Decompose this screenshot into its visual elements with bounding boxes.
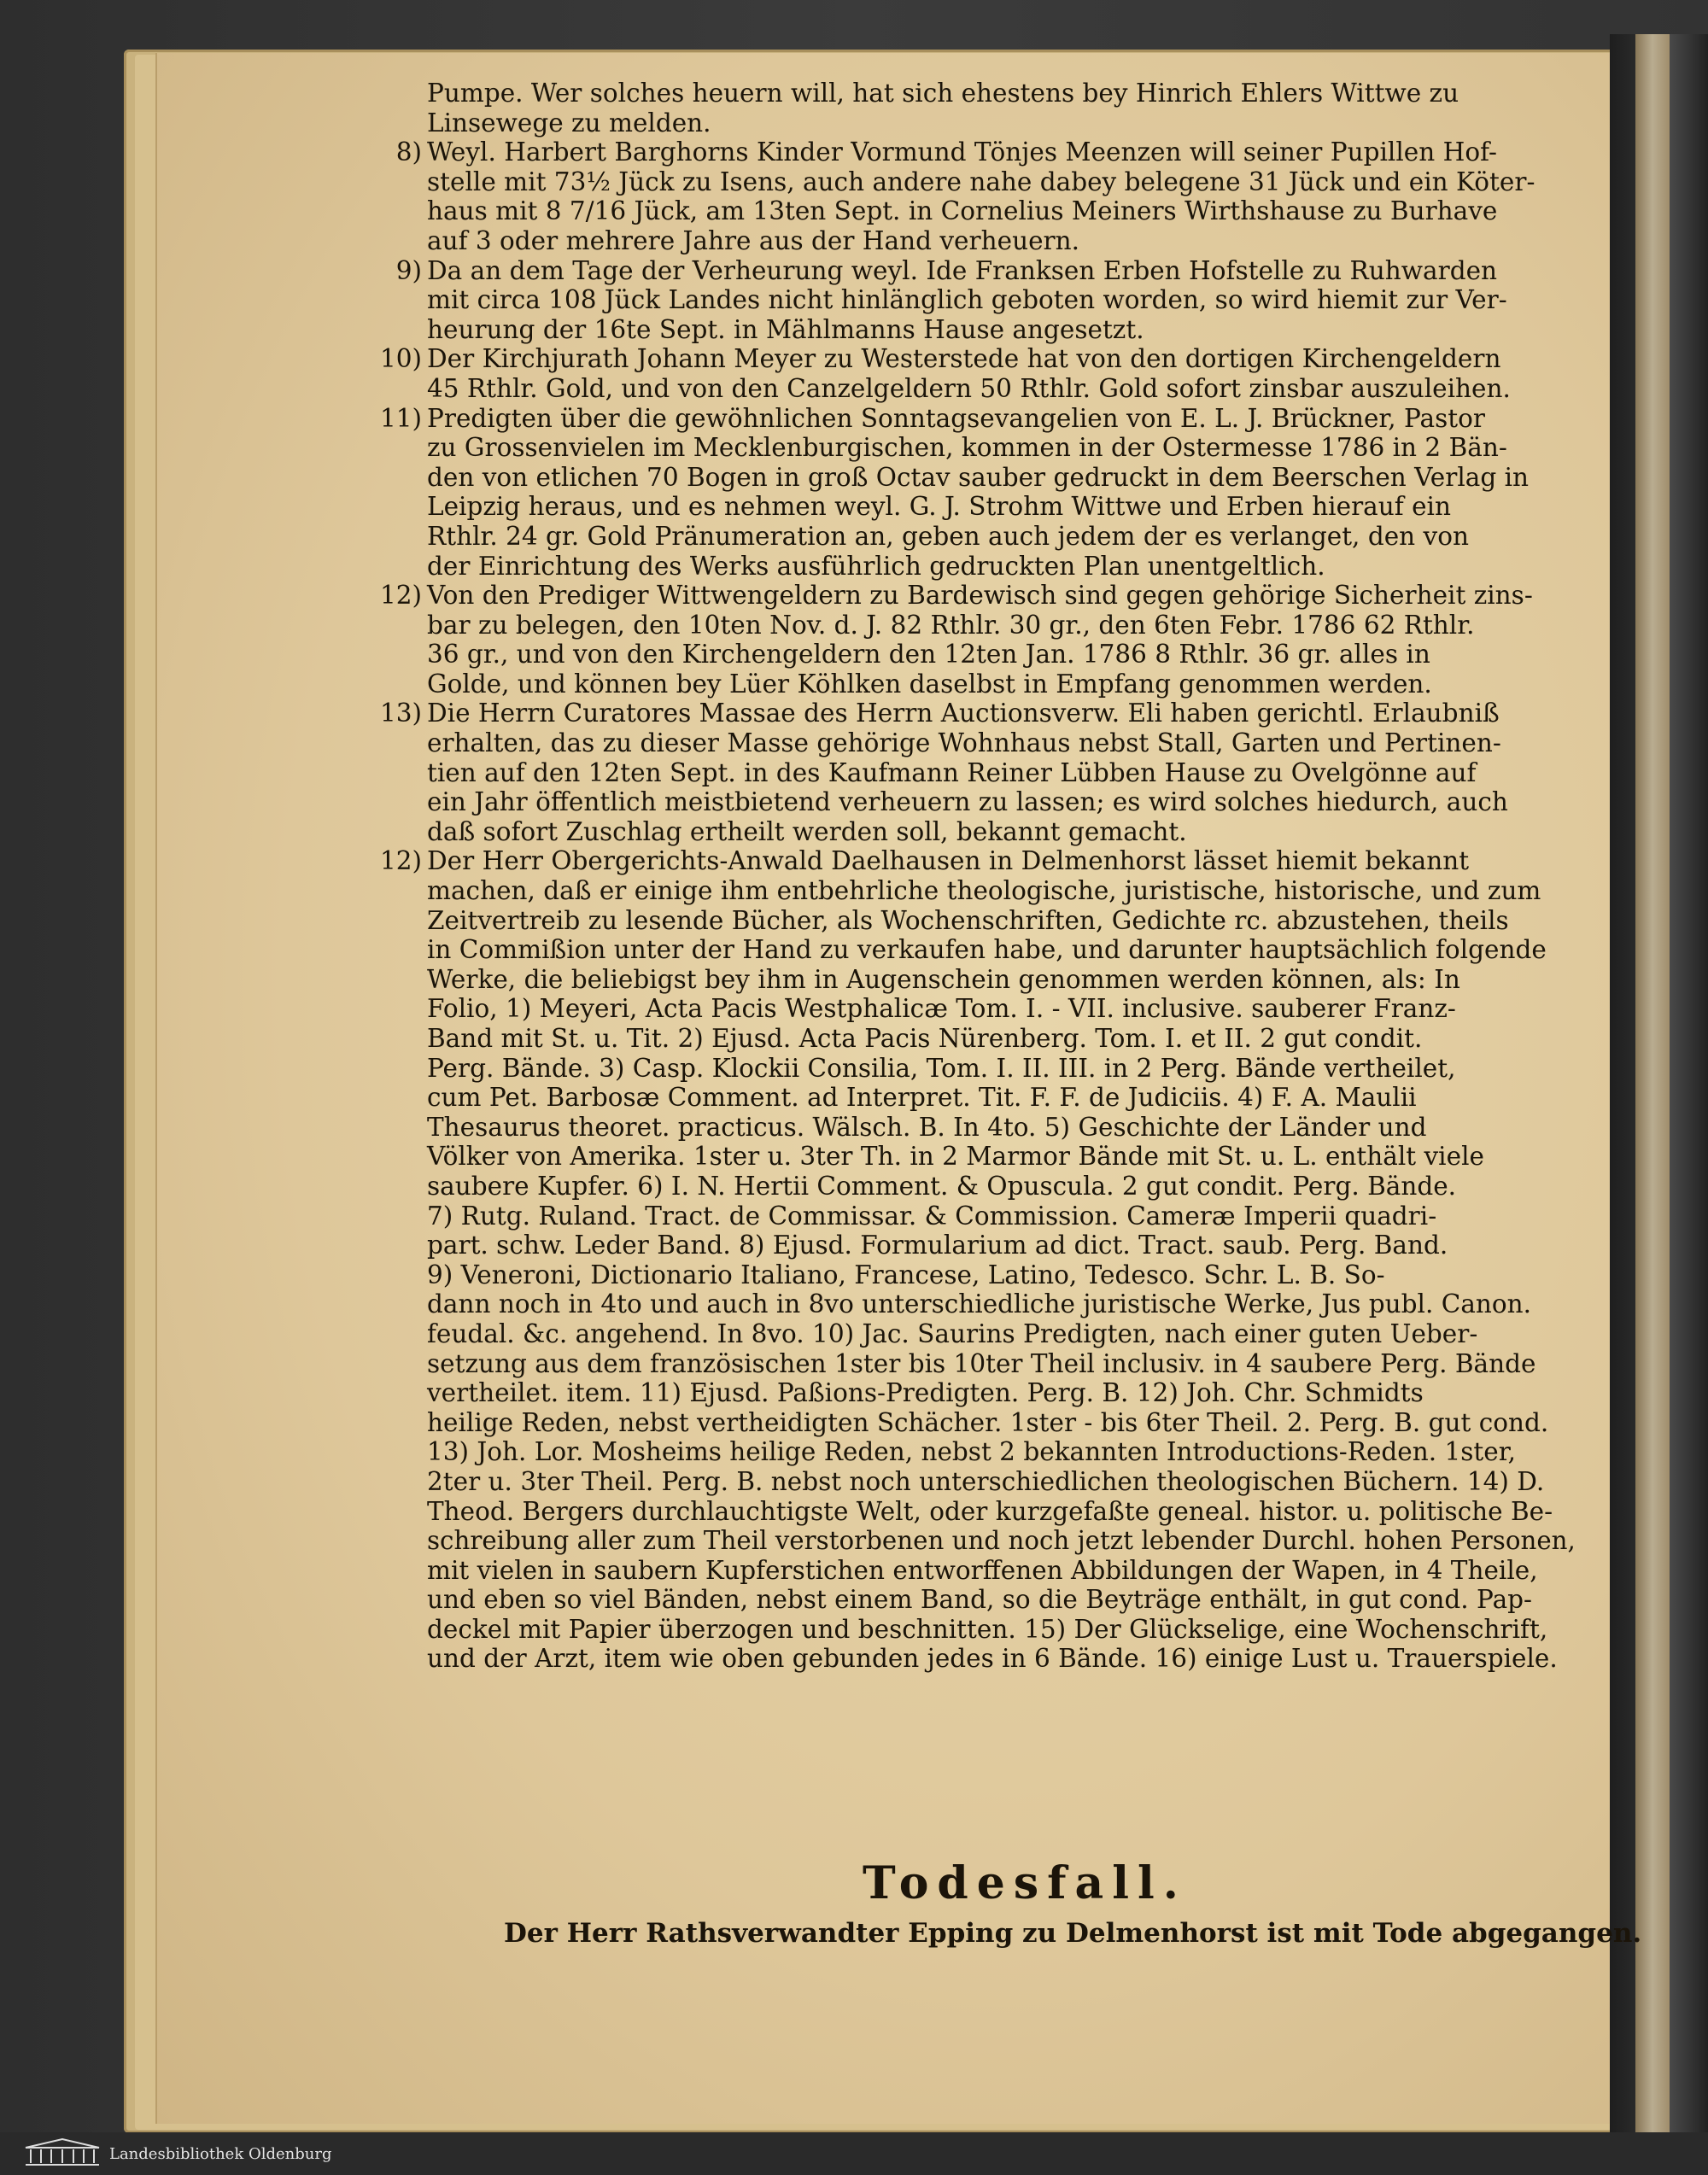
text-line: bar zu belegen, den 10ten Nov. d. J. 82 Rthlr. 30 gr., den 6ten Febr. 1786 62 Rthlr. xyxy=(427,610,1475,640)
text-line: daß sofort Zuschlag ertheilt werden soll, bekannt gemacht. xyxy=(427,816,1187,846)
text-line: mit vielen in saubern Kupferstichen entworffenen Abbildungen der Wapen, in 4 Theile, xyxy=(427,1555,1538,1585)
notice-entry xyxy=(379,344,1588,403)
text-line: deckel mit Papier überzogen und beschnitten. 15) Der Glückselige, eine Wochenschrift, xyxy=(427,1614,1548,1644)
text-line: feudal. &c. angehend. In 8vo. 10) Jac. Saurins Predigten, nach einer guten Ueber- xyxy=(427,1318,1478,1348)
notice-entry xyxy=(395,255,1588,345)
text-line: haus mit 8 7/16 Jück, am 13ten Sept. in Cornelius Meiners Wirthshause zu Burhave xyxy=(427,196,1498,226)
text-line: part. schw. Leder Band. 8) Ejusd. Formularium ad dict. Tract. saub. Perg. Band. xyxy=(427,1231,1448,1260)
text-line: 2ter u. 3ter Theil. Perg. B. nebst noch unterschiedlichen theologischen Büchern. 14) D. xyxy=(427,1466,1545,1496)
text-line: setzung aus dem französischen 1ster bis 10ter Theil inclusiv. in 4 saubere Perg. Bände xyxy=(427,1348,1536,1378)
text-line: 36 gr., und von den Kirchengeldern den 12ten Jan. 1786 8 Rthlr. 36 gr. alles in xyxy=(427,640,1430,669)
text-line: 45 Rthlr. Gold, und von den Canzelgeldern 50 Rthlr. Gold sofort zinsbar auszuleihen. xyxy=(427,373,1511,403)
text-line: machen, daß er einige ihm entbehrliche theologische, juristische, historische, und zum xyxy=(427,876,1541,906)
text-line: mit circa 108 Jück Landes nicht hinlänglich geboten worden, so wird hiemit zur Ver- xyxy=(427,285,1507,315)
entry-number: 11) xyxy=(379,403,422,433)
document-body xyxy=(379,79,1588,1674)
text-line: ein Jahr öffentlich meistbietend verheuern zu lassen; es wird solches hiedurch, auch xyxy=(427,787,1508,817)
text-line: und eben so viel Bänden, nebst einem Band, so die Beyträge enthält, in gut cond. Pap- xyxy=(427,1585,1533,1615)
library-name: Landesbibliothek Oldenburg xyxy=(109,2145,332,2163)
text-line: Von den Prediger Wittwengeldern zu Bardewisch sind gegen gehörige Sicherheit zins- xyxy=(427,581,1533,611)
text-line: Band mit St. u. Tit. 2) Ejusd. Acta Pacis Nürenberg. Tom. I. et II. 2 gut condit. xyxy=(427,1024,1423,1053)
text-line: der Einrichtung des Werks ausführlich gedruckten Plan unentgeltlich. xyxy=(427,551,1325,581)
entry-number: 12) xyxy=(379,846,422,876)
text-line: Folio, 1) Meyeri, Acta Pacis Westphalicæ Tom. I. - VII. inclusive. sauberer Franz- xyxy=(427,994,1456,1024)
text-line: heilige Reden, nebst vertheidigten Schächer. 1ster - bis 6ter Theil. 2. Perg. B. gut cond. xyxy=(427,1407,1549,1437)
text-line: Pumpe. Wer solches heuern will, hat sich ehestens bey Hinrich Ehlers Wittwe zu xyxy=(427,79,1459,108)
notice-entry xyxy=(379,581,1588,699)
closing-notice: Der Herr Rathsverwandter Epping zu Delmenhorst ist mit Tode abgegangen. xyxy=(504,1918,1642,1949)
text-line: heurung der 16te Sept. in Mählmanns Hause angesetzt. xyxy=(427,314,1144,344)
text-line: erhalten, das zu dieser Masse gehörige Wohnhaus nebst Stall, Garten und Pertinen- xyxy=(427,728,1501,758)
text-line: auf 3 oder mehrere Jahre aus der Hand verheuern. xyxy=(427,225,1080,255)
text-line: cum Pet. Barbosæ Comment. ad Interpret. Tit. F. F. de Judiciis. 4) F. A. Maulii xyxy=(427,1083,1417,1113)
text-line: tien auf den 12ten Sept. in des Kaufmann Reiner Lübben Hause zu Ovelgönne auf xyxy=(427,757,1477,787)
text-line: Linsewege zu melden. xyxy=(427,108,711,137)
text-line: saubere Kupfer. 6) I. N. Hertii Comment. & Opuscula. 2 gut condit. Perg. Bände. xyxy=(427,1171,1457,1201)
text-line: Der Herr Obergerichts-Anwald Daelhausen in Delmenhorst lässet hiemit bekannt xyxy=(427,846,1470,876)
text-line: Golde, und können bey Lüer Köhlken daselbst in Empfang genommen werden. xyxy=(427,669,1432,699)
entry-number: 10) xyxy=(379,344,422,374)
text-line: Rthlr. 24 gr. Gold Pränumeration an, geben auch jedem der es verlanget, den von xyxy=(427,521,1469,551)
notice-entry xyxy=(379,846,1588,1674)
notice-entry xyxy=(395,137,1588,255)
text-line: und der Arzt, item wie oben gebunden jedes in 6 Bände. 16) einige Lust u. Trauerspiele. xyxy=(427,1644,1558,1674)
text-line: Zeitvertreib zu lesende Bücher, als Wochenschriften, Gedichte rc. abzustehen, theils xyxy=(427,905,1509,935)
text-line: Perg. Bände. 3) Casp. Klockii Consilia, Tom. I. II. III. in 2 Perg. Bände vertheilet, xyxy=(427,1053,1456,1083)
text-line: Weyl. Harbert Barghorns Kinder Vormund Tönjes Meenzen will seiner Pupillen Hof- xyxy=(427,137,1497,167)
text-line: schreibung aller zum Theil verstorbenen und noch jetzt lebender Durchl. hohen Personen, xyxy=(427,1526,1576,1556)
text-line: in Commißion unter der Hand zu verkaufen habe, und darunter hauptsächlich folgende xyxy=(427,935,1547,965)
entry-number: 9) xyxy=(395,255,422,285)
text-line: 7) Rutg. Ruland. Tract. de Commissar. & Commission. Cameræ Imperii quadri- xyxy=(427,1201,1437,1231)
section-heading: Todesfall. xyxy=(863,1857,1187,1909)
text-line: Thesaurus theoret. practicus. Wälsch. B. In 4to. 5) Geschichte der Länder und xyxy=(427,1112,1427,1142)
text-line: Predigten über die gewöhnlichen Sonntagsevangelien von E. L. J. Brückner, Pastor xyxy=(427,403,1485,433)
text-line: zu Grossenvielen im Mecklenburgischen, kommen in der Ostermesse 1786 in 2 Bän- xyxy=(427,433,1507,463)
text-line: Leipzig heraus, und es nehmen weyl. G. J. Strohm Wittwe und Erben hierauf ein xyxy=(427,492,1451,522)
spine-paper-edge xyxy=(1635,34,1670,2135)
text-line: den von etlichen 70 Bogen in groß Octav sauber gedruckt in dem Beerschen Verlag in xyxy=(427,462,1530,492)
text-line: 9) Veneroni, Dictionario Italiano, Francese, Latino, Tedesco. Schr. L. B. So- xyxy=(427,1260,1385,1289)
notice-entry xyxy=(379,699,1588,846)
text-line: Die Herrn Curatores Massae des Herrn Auctionsverw. Eli haben gerichtl. Erlaubniß xyxy=(427,699,1500,728)
text-line: vertheilet. item. 11) Ejusd. Paßions-Predigten. Perg. B. 12) Joh. Chr. Schmidts xyxy=(427,1378,1424,1408)
library-logo-icon xyxy=(24,2137,101,2170)
text-line: Werke, die beliebigst bey ihm in Augenschein genommen werden können, als: In xyxy=(427,964,1460,994)
entry-number: 13) xyxy=(379,699,422,728)
text-line: Theod. Bergers durchlauchtigste Welt, oder kurzgefaßte geneal. histor. u. politische Be- xyxy=(427,1496,1553,1526)
entry-number: 8) xyxy=(395,137,422,167)
text-line: stelle mit 73½ Jück zu Isens, auch andere nahe dabey belegene 31 Jück und ein Köter- xyxy=(427,167,1535,196)
notice-entry xyxy=(379,403,1588,582)
text-line: Da an dem Tage der Verheurung weyl. Ide Franksen Erben Hofstelle zu Ruhwarden xyxy=(427,255,1498,285)
text-line: Völker von Amerika. 1ster u. 3ter Th. in 2 Marmor Bände mit St. u. L. enthält viele xyxy=(427,1142,1484,1172)
entry-number: 12) xyxy=(379,581,422,611)
text-line: dann noch in 4to und auch in 8vo unterschiedliche juristische Werke, Jus publ. Canon. xyxy=(427,1289,1532,1319)
text-line: Der Kirchjurath Johann Meyer zu Westerstede hat von den dortigen Kirchengeldern xyxy=(427,344,1501,374)
text-line: 13) Joh. Lor. Mosheims heilige Reden, nebst 2 bekannten Introductions-Reden. 1ster, xyxy=(427,1437,1516,1467)
